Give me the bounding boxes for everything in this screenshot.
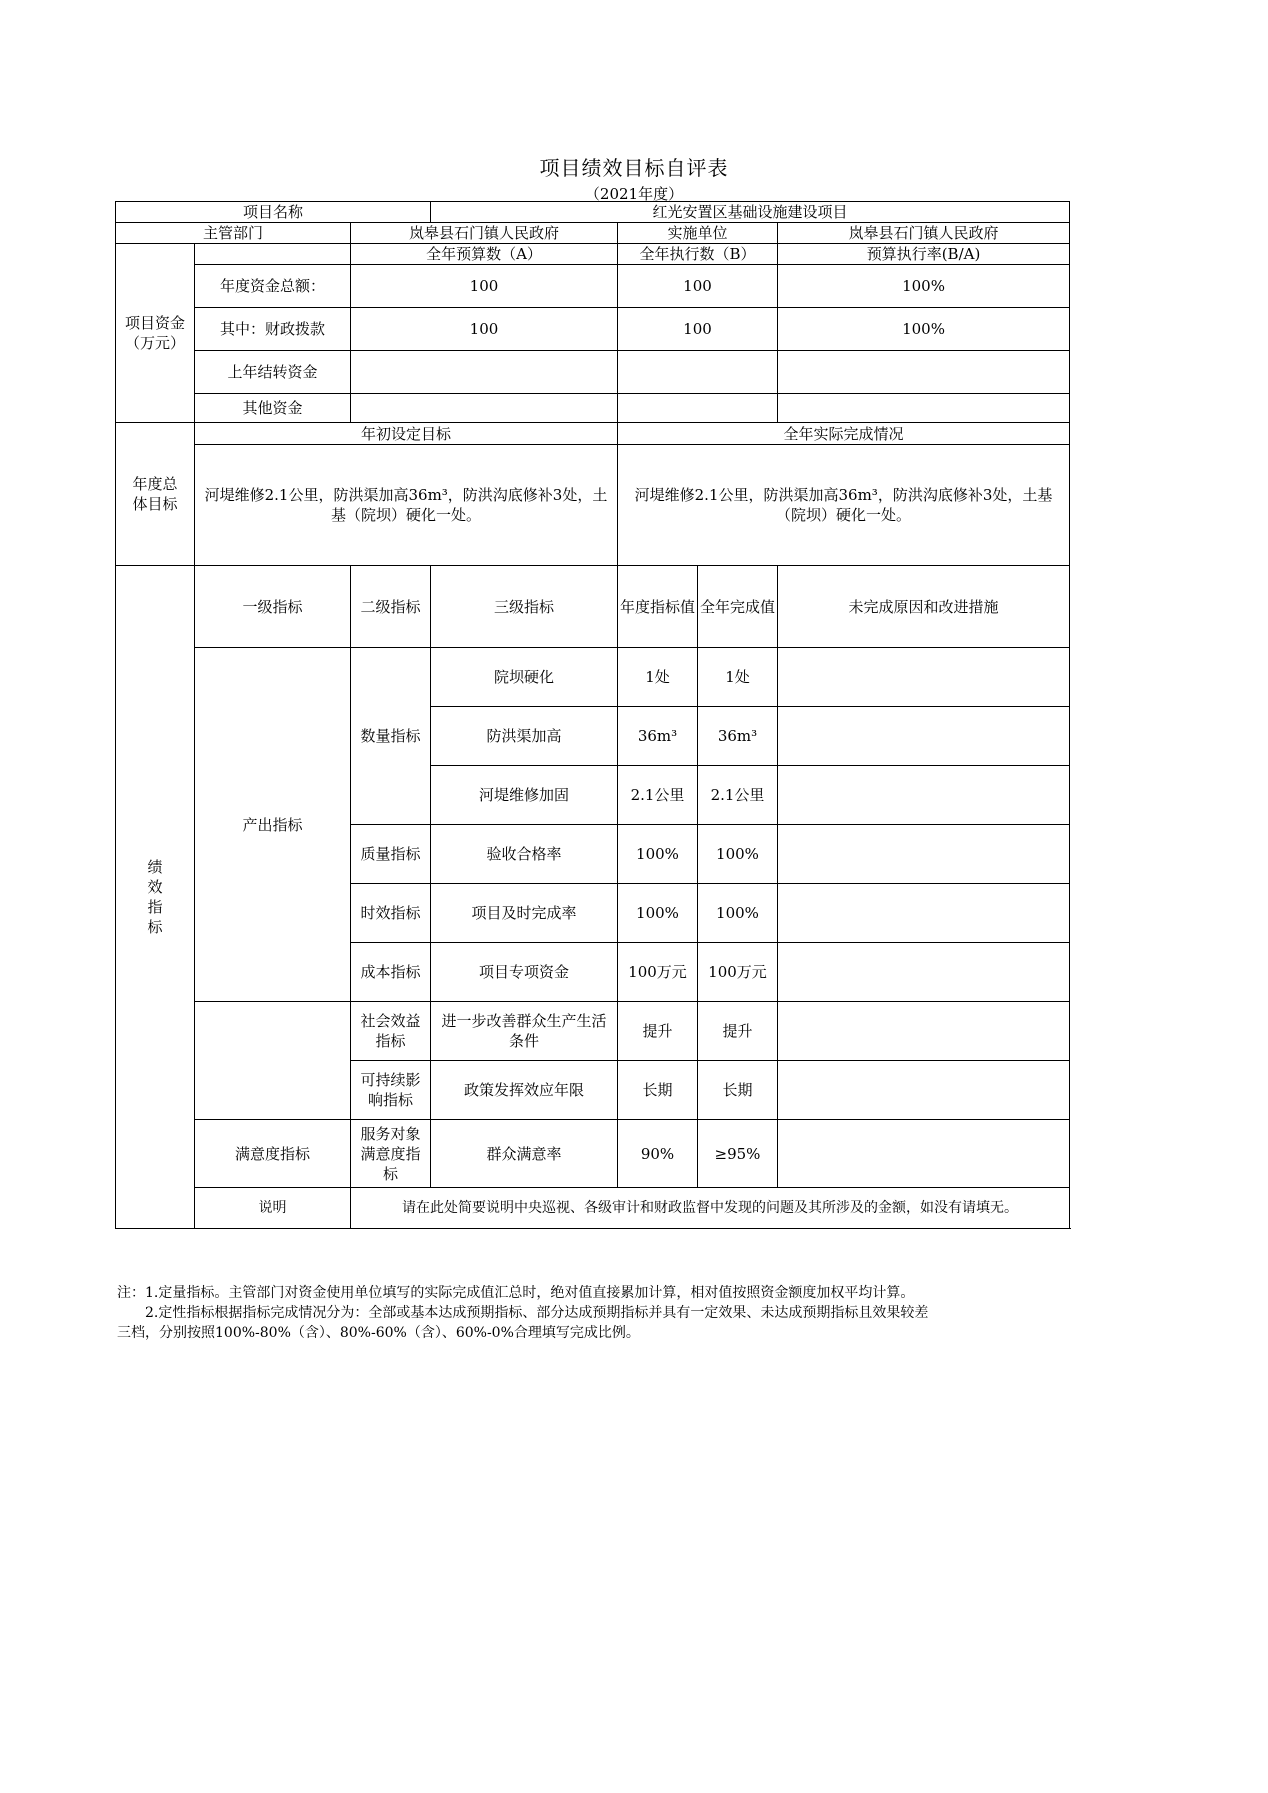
funds-row-label: 其他资金 <box>195 394 351 423</box>
page-title: 项目绩效目标自评表 <box>539 156 729 180</box>
actual-cell: 36m³ <box>698 707 778 766</box>
reason-cell <box>778 766 1070 825</box>
funds-col-budget: 全年预算数（A） <box>351 244 618 265</box>
target-cell: 提升 <box>618 1002 698 1061</box>
footnote-line: 三档，分别按照100%-80%（含）、80%-60%（含）、60%-0%合理填写完成比例。 <box>117 1325 640 1341</box>
header-target: 年度指标值 <box>618 566 698 648</box>
project-name-value: 红光安置区基础设施建设项目 <box>431 202 1070 223</box>
funds-rate-cell <box>778 394 1070 423</box>
actual-cell: 1处 <box>698 648 778 707</box>
level2-cell: 数量指标 <box>351 648 431 825</box>
header-level3: 三级指标 <box>431 566 618 648</box>
reason-cell <box>778 1061 1070 1120</box>
level2-cell: 服务对象满意度指标 <box>351 1120 431 1188</box>
target-cell: 100万元 <box>618 943 698 1002</box>
actual-cell: 2.1公里 <box>698 766 778 825</box>
goals-actual-text: 河堤维修2.1公里，防洪渠加高36m³，防洪沟底修补3处，土基（院坝）硬化一处。 <box>618 445 1070 566</box>
goals-initial-text: 河堤维修2.1公里，防洪渠加高36m³，防洪沟底修补3处，土基（院坝）硬化一处。 <box>195 445 618 566</box>
funds-exec-cell: 100 <box>618 265 778 308</box>
header-actual: 全年完成值 <box>698 566 778 648</box>
footnote-line: 2.定性指标根据指标完成情况分为：全部或基本达成预期指标、部分达成预期指标并具有一定效果、未达成预期指标且效果较差 <box>117 1305 929 1321</box>
level3-cell: 进一步改善群众生产生活条件 <box>431 1002 618 1061</box>
level2-cell: 成本指标 <box>351 943 431 1002</box>
target-cell: 1处 <box>618 648 698 707</box>
funds-row-label: 上年结转资金 <box>195 351 351 394</box>
page-subtitle: （2021年度） <box>584 185 684 203</box>
reason-cell <box>778 1120 1070 1188</box>
funds-budget-cell: 100 <box>351 265 618 308</box>
output-indicator-label: 产出指标 <box>195 648 351 1002</box>
target-cell: 36m³ <box>618 707 698 766</box>
funds-rate-cell: 100% <box>778 308 1070 351</box>
reason-cell <box>778 707 1070 766</box>
reason-cell <box>778 1002 1070 1061</box>
level2-cell: 社会效益指标 <box>351 1002 431 1061</box>
goals-col-initial: 年初设定目标 <box>195 423 618 445</box>
level2-cell: 时效指标 <box>351 884 431 943</box>
level3-cell: 河堤维修加固 <box>431 766 618 825</box>
funds-budget-cell <box>351 394 618 423</box>
funds-row-label: 年度资金总额： <box>195 265 351 308</box>
dept-label: 主管部门 <box>116 223 351 244</box>
header-level2: 二级指标 <box>351 566 431 648</box>
footnotes <box>117 1283 1077 1343</box>
actual-cell: 100万元 <box>698 943 778 1002</box>
actual-cell: 长期 <box>698 1061 778 1120</box>
header-level1: 一级指标 <box>195 566 351 648</box>
reason-cell <box>778 648 1070 707</box>
level3-cell: 项目专项资金 <box>431 943 618 1002</box>
funds-col-rate: 预算执行率(B/A) <box>778 244 1070 265</box>
reason-cell <box>778 825 1070 884</box>
funds-rate-cell: 100% <box>778 265 1070 308</box>
effect-indicator-blank <box>195 1002 351 1120</box>
goals-section-label: 年度总体目标 <box>116 423 195 566</box>
funds-exec-cell <box>618 394 778 423</box>
satisfaction-indicator-label: 满意度指标 <box>195 1120 351 1188</box>
target-cell: 2.1公里 <box>618 766 698 825</box>
level3-cell: 防洪渠加高 <box>431 707 618 766</box>
impl-unit-value: 岚皋县石门镇人民政府 <box>778 223 1070 244</box>
actual-cell: ≥95% <box>698 1120 778 1188</box>
level3-cell: 政策发挥效应年限 <box>431 1061 618 1120</box>
actual-cell: 100% <box>698 825 778 884</box>
header-reason: 未完成原因和改进措施 <box>778 566 1070 648</box>
reason-cell <box>778 884 1070 943</box>
level3-cell: 院坝硬化 <box>431 648 618 707</box>
target-cell: 90% <box>618 1120 698 1188</box>
level3-cell: 项目及时完成率 <box>431 884 618 943</box>
level2-cell: 可持续影响指标 <box>351 1061 431 1120</box>
reason-cell <box>778 943 1070 1002</box>
funds-budget-cell <box>351 351 618 394</box>
project-name-label: 项目名称 <box>116 202 431 223</box>
goals-col-actual: 全年实际完成情况 <box>618 423 1070 445</box>
target-cell: 长期 <box>618 1061 698 1120</box>
funds-budget-cell: 100 <box>351 308 618 351</box>
funds-exec-cell: 100 <box>618 308 778 351</box>
impl-unit-label: 实施单位 <box>618 223 778 244</box>
target-cell: 100% <box>618 825 698 884</box>
actual-cell: 100% <box>698 884 778 943</box>
level2-cell: 质量指标 <box>351 825 431 884</box>
actual-cell: 提升 <box>698 1002 778 1061</box>
level3-cell: 验收合格率 <box>431 825 618 884</box>
funds-col-exec: 全年执行数（B） <box>618 244 778 265</box>
funds-exec-cell <box>618 351 778 394</box>
funds-row-label: 其中：财政拨款 <box>195 308 351 351</box>
remark-label: 说明 <box>195 1188 351 1229</box>
level3-cell: 群众满意率 <box>431 1120 618 1188</box>
footnote-line: 注：1.定量指标。主管部门对资金使用单位填写的实际完成值汇总时，绝对值直接累加计算，相对值按照资金额度加权平均计算。 <box>117 1285 915 1301</box>
remark-text: 请在此处简要说明中央巡视、各级审计和财政监督中发现的问题及其所涉及的金额，如没有请填无。 <box>351 1188 1070 1229</box>
funds-header-blank <box>195 244 351 265</box>
target-cell: 100% <box>618 884 698 943</box>
dept-value: 岚皋县石门镇人民政府 <box>351 223 618 244</box>
funds-rate-cell <box>778 351 1070 394</box>
funds-section-label: 项目资金（万元） <box>116 244 195 423</box>
indicators-section-label: 绩效指标 <box>116 566 195 1229</box>
evaluation-table <box>115 201 1070 1229</box>
